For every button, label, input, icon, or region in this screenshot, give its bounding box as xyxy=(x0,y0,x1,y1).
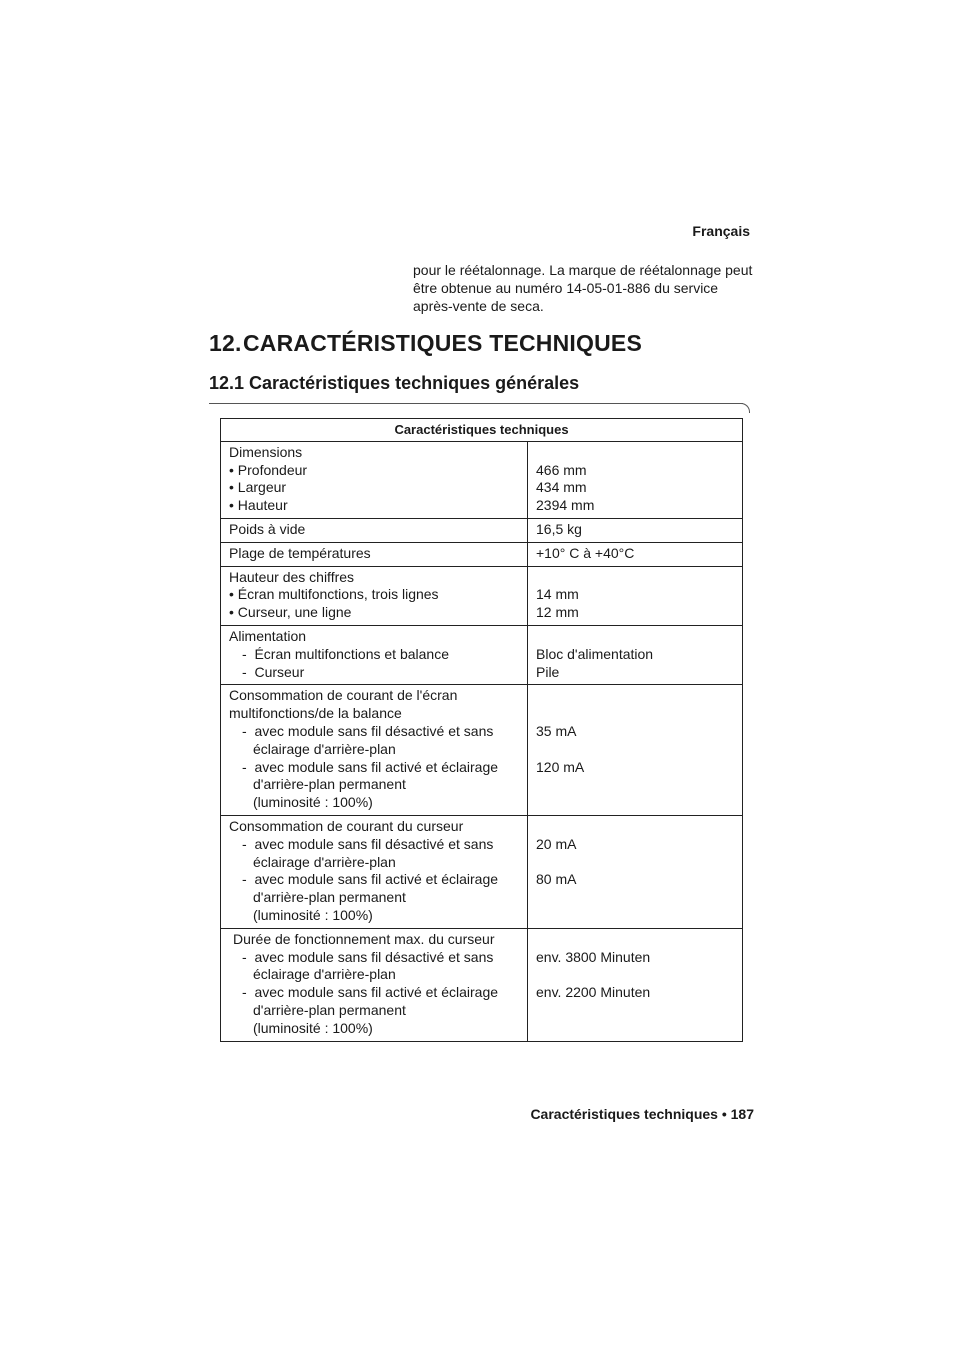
bullet-item: • Curseur, une ligne xyxy=(229,604,519,622)
dash-item-continued: éclairage d'arrière-plan xyxy=(253,740,396,757)
page-footer: Caractéristiques techniques • 187 xyxy=(530,1106,754,1122)
row-label-digit-height xyxy=(221,566,528,625)
row-value-display-consumption xyxy=(528,685,743,816)
row-value-power-supply xyxy=(528,625,743,684)
table-row xyxy=(221,566,743,625)
cell-value: Pile xyxy=(536,663,560,680)
row-title: Consommation de courant de l'écran xyxy=(229,687,458,704)
row-label-cursor-consumption xyxy=(221,815,528,928)
cell-value: 434 mm xyxy=(536,479,587,496)
section-title: CARACTÉRISTIQUES TECHNIQUES xyxy=(243,330,642,356)
row-label-temperature: Plage de températures xyxy=(221,542,528,566)
cell-value: 80 mA xyxy=(536,871,577,888)
table-row xyxy=(221,815,743,928)
dash-item: - avec module sans fil activé et éclairage xyxy=(229,759,519,777)
row-label-display-consumption xyxy=(221,685,528,816)
row-value-digit-height xyxy=(528,566,743,625)
spec-table xyxy=(220,418,743,1042)
cell-value: 35 mA xyxy=(536,722,577,739)
table-row xyxy=(221,625,743,684)
intro-paragraph xyxy=(413,261,758,315)
dash-item-continued: éclairage d'arrière-plan xyxy=(253,966,396,983)
heading-rule xyxy=(209,403,743,404)
dash-item: - avec module sans fil activé et éclairage xyxy=(229,984,519,1002)
dash-item-continued: éclairage d'arrière-plan xyxy=(253,853,396,870)
dash-item: - Curseur xyxy=(229,664,519,682)
row-title: Consommation de courant du curseur xyxy=(229,817,464,834)
row-title: Alimentation xyxy=(229,627,307,644)
dash-item-continued: (luminosité : 100%) xyxy=(253,906,373,923)
row-value-cursor-runtime xyxy=(528,928,743,1041)
table-row xyxy=(221,518,743,542)
section-heading xyxy=(209,330,642,357)
section-number: 12. xyxy=(209,330,242,356)
row-label-weight: Poids à vide xyxy=(221,518,528,542)
row-title: Hauteur des chiffres xyxy=(229,568,355,585)
dash-item-continued: (luminosité : 100%) xyxy=(253,794,373,811)
row-value-dimensions xyxy=(528,441,743,518)
intro-line: pour le réétalonnage. La marque de réétalonnage peut xyxy=(413,262,753,278)
cell-value: 2394 mm xyxy=(536,497,595,514)
bullet-item: • Hauteur xyxy=(229,497,519,515)
subsection-heading: 12.1 Caractéristiques techniques générales xyxy=(209,373,580,393)
table-header: Caractéristiques techniques xyxy=(221,419,743,442)
dash-item: - avec module sans fil désactivé et sans xyxy=(229,723,519,741)
intro-line: après-vente de seca. xyxy=(413,298,544,314)
row-title: Dimensions xyxy=(229,443,303,460)
row-title: multifonctions/de la balance xyxy=(229,705,402,722)
row-value-weight: 16,5 kg xyxy=(528,518,743,542)
table-header-row xyxy=(221,419,743,442)
cell-value: 20 mA xyxy=(536,835,577,852)
heading-rule-corner xyxy=(735,403,750,413)
cell-value: env. 2200 Minuten xyxy=(536,984,651,1001)
row-value-temperature: +10° C à +40°C xyxy=(528,542,743,566)
cell-value: 12 mm xyxy=(536,604,579,621)
dash-item-continued: d'arrière-plan permanent xyxy=(253,889,406,906)
row-label-cursor-runtime xyxy=(221,928,528,1041)
table-row xyxy=(221,685,743,816)
cell-value: 466 mm xyxy=(536,461,587,478)
cell-value: 120 mA xyxy=(536,758,585,775)
table-row xyxy=(221,441,743,518)
table-row xyxy=(221,542,743,566)
row-title: Durée de fonctionnement max. du curseur xyxy=(233,930,495,947)
dash-item-continued: (luminosité : 100%) xyxy=(253,1019,373,1036)
bullet-item: • Largeur xyxy=(229,479,519,497)
dash-item: - avec module sans fil activé et éclairage xyxy=(229,871,519,889)
cell-value: env. 3800 Minuten xyxy=(536,948,651,965)
dash-item: - avec module sans fil désactivé et sans xyxy=(229,949,519,967)
dash-item: - avec module sans fil désactivé et sans xyxy=(229,836,519,854)
dash-item: - Écran multifonctions et balance xyxy=(229,646,519,664)
language-label: Français xyxy=(692,223,750,239)
table-row xyxy=(221,928,743,1041)
cell-value: Bloc d'alimentation xyxy=(536,645,654,662)
row-label-power-supply xyxy=(221,625,528,684)
bullet-item: • Écran multifonctions, trois lignes xyxy=(229,586,519,604)
dash-item-continued: d'arrière-plan permanent xyxy=(253,776,406,793)
row-label-dimensions xyxy=(221,441,528,518)
row-value-cursor-consumption xyxy=(528,815,743,928)
intro-line: être obtenue au numéro 14-05-01-886 du service xyxy=(413,280,719,296)
bullet-item: • Profondeur xyxy=(229,462,519,480)
dash-item-continued: d'arrière-plan permanent xyxy=(253,1001,406,1018)
cell-value: 14 mm xyxy=(536,586,579,603)
